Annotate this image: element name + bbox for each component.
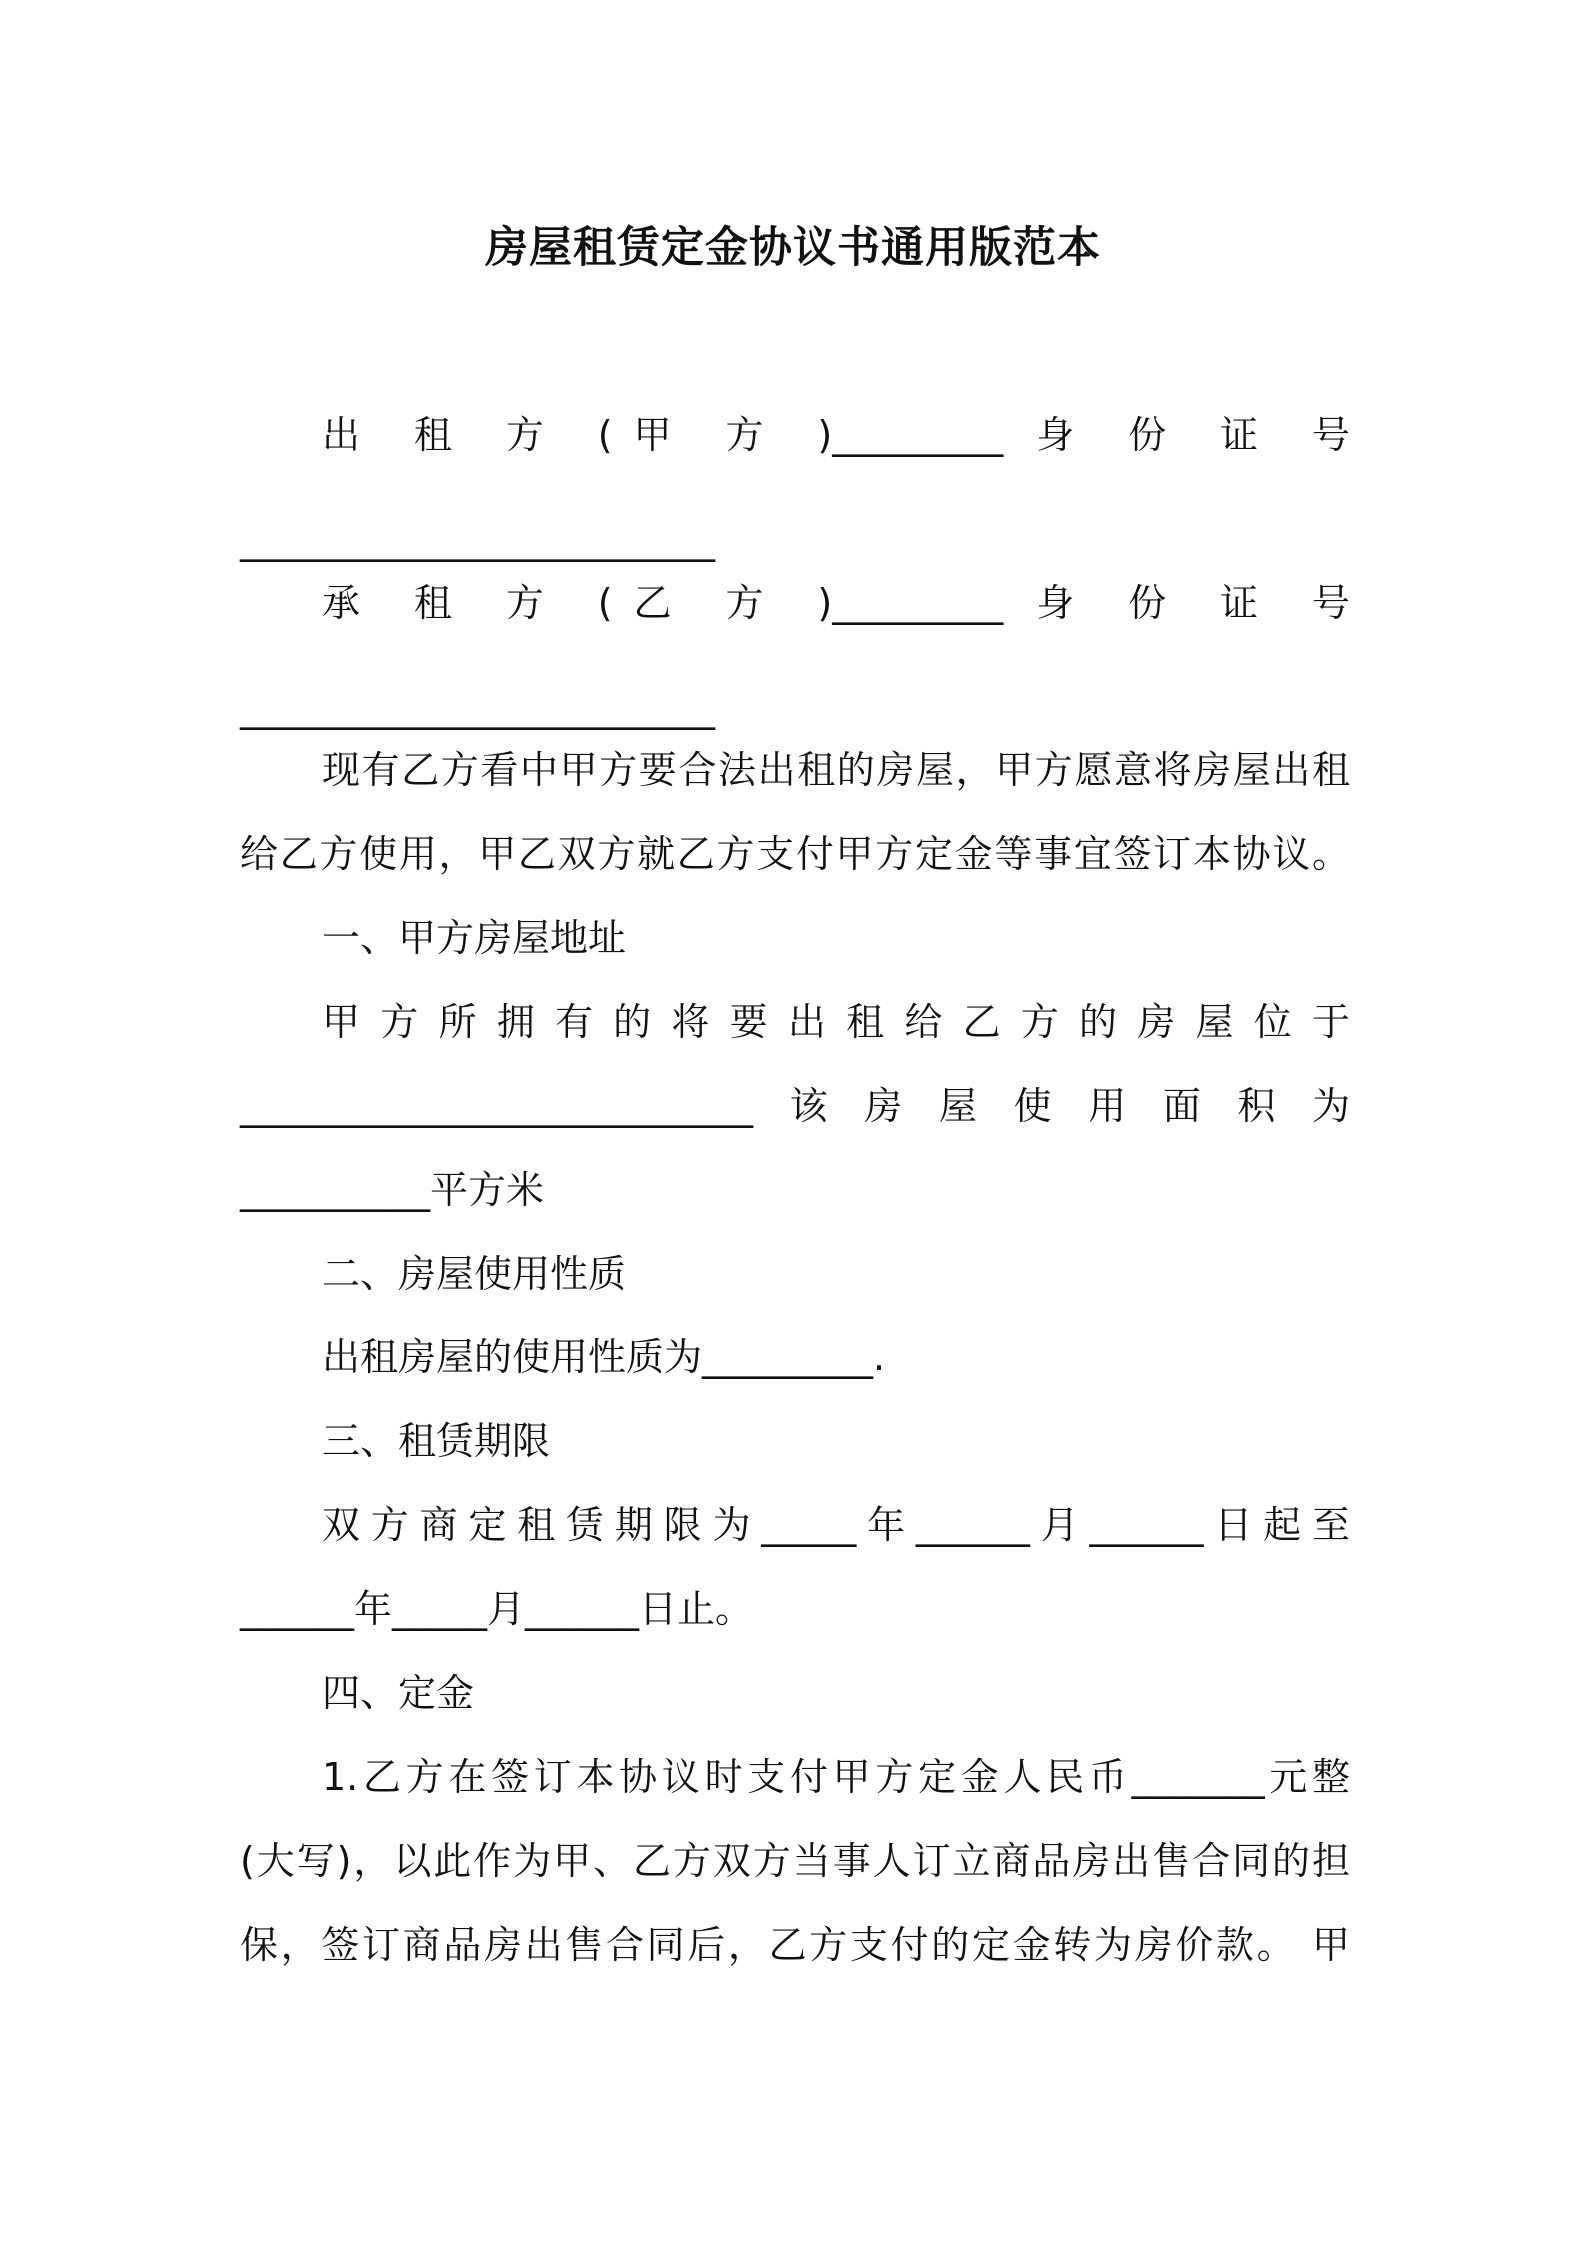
- lessee-line: 承 租 方 (乙 方 )_________ 身 份 证 号: [322, 581, 1350, 625]
- section-4-line-1: 1.乙方在签订本协议时支付甲方定金人民币_______元整: [322, 1755, 1350, 1799]
- section-3-heading: 三、租赁期限: [322, 1419, 551, 1463]
- lessee-id-blank: _________________________: [240, 686, 715, 730]
- section-3-line-1: 双方商定租赁期限为_____年______月______日起至: [322, 1503, 1350, 1547]
- section-1-line-1: 甲方所拥有的将要出租给乙方的房屋位于: [322, 1000, 1350, 1044]
- section-4-line-3: 保，签订商品房出售合同后，乙方支付的定金转为房价款。 甲: [240, 1923, 1350, 1967]
- lessor-id-blank: _________________________: [240, 518, 715, 562]
- intro-paragraph-line-2: 给乙方使用，甲乙双方就乙方支付甲方定金等事宜签订本协议。: [240, 832, 1350, 876]
- section-1-line-3: __________平方米: [240, 1168, 545, 1212]
- section-3-line-2: ______年_____月______日止。: [240, 1587, 754, 1631]
- section-1-heading: 一、甲方房屋地址: [322, 916, 627, 960]
- section-2-line-1: 出租房屋的使用性质为_________.: [322, 1335, 886, 1379]
- section-1-line-2: ___________________________该房屋使用面积为: [240, 1084, 1350, 1128]
- lessor-line: 出 租 方 (甲 方 )_________ 身 份 证 号: [322, 413, 1350, 457]
- section-2-heading: 二、房屋使用性质: [322, 1252, 627, 1296]
- section-4-heading: 四、定金: [322, 1671, 475, 1715]
- intro-paragraph-line-1: 现有乙方看中甲方要合法出租的房屋，甲方愿意将房屋出租: [322, 748, 1350, 792]
- document-title: 房屋租赁定金协议书通用版范本: [485, 223, 1101, 273]
- section-4-line-2: (大写)，以此作为甲、乙方双方当事人订立商品房出售合同的担: [240, 1839, 1350, 1883]
